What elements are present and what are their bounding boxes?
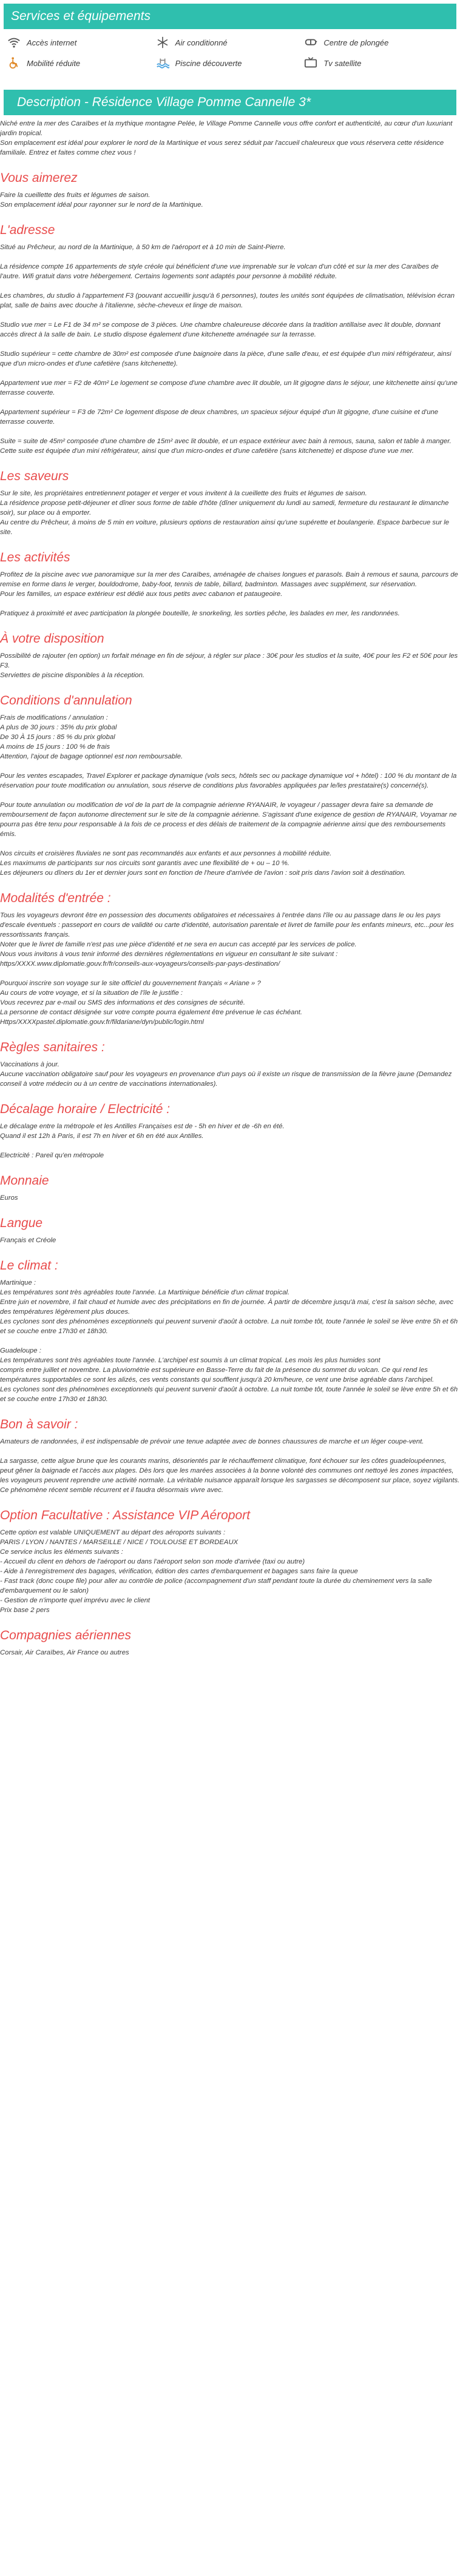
service-item-diving bbox=[304, 34, 453, 51]
service-label: Tv satellite bbox=[323, 58, 362, 68]
section-paragraph: Faire la cueillette des fruits et légumes de saison. Son emplacement idéal pour rayonner sur le nord de la Martinique. bbox=[0, 192, 203, 209]
section bbox=[0, 632, 460, 680]
section-paragraph: Frais de modifications / annulation : A plus de 30 jours : 35% du prix global De 30 À 15 jours : 85 % du prix global A moins de 15 jours : 100 % de frais Attention, l'ajout de bagage optionnel est non remboursable. bbox=[0, 714, 183, 760]
snowflake-icon bbox=[156, 36, 169, 49]
section-paragraph: Profitez de la piscine avec vue panoramique sur la mer des Caraïbes, aménagée de chaises longues et parasols. Bain à remous et sauna, parcours de remise en forme dans le verger, bouldodrome, baby-foot, tennis de table, billard, badminton. Massages avec supplément, sur réservation. Pour les familles, un espace extérieur est dédié aux tous petits avec cabanon et pataugeoire. bbox=[0, 571, 458, 598]
tv-icon bbox=[304, 56, 317, 70]
section bbox=[0, 550, 460, 618]
service-item-tv bbox=[304, 55, 453, 72]
section-paragraph: Pour toute annulation ou modification de vol de la part de la compagnie aérienne RYANAIR, le voyageur / passager devra faire sa demande de remboursement de façon autonome directement sur le site de la compagnie aérienne. S'agissant d'une exigence de gestion de RYANAIR, Voyamar ne pourra pas être tenu pour responsable à la fois de ce process et des délais de traitement de la compagnie aérienne ainsi que des remboursements émis. bbox=[0, 801, 457, 838]
section-paragraph: La résidence compte 16 appartements de style créole qui bénéficient d'une vue imprenable sur le volcan d'un côté et sur la mer des Caraïbes de l'autre. Wifi gratuit dans votre hébergement. Certains logements sont adaptés pour personne à mobilité réduite. bbox=[0, 263, 439, 280]
section-paragraph: Les chambres, du studio à l'appartement F3 (pouvant accueillir jusqu'à 6 personnes), toutes les unités sont équipées de climatisation, télévision écran plat, salle de bains avec douche à l'italienne, sèche-cheveux et linge de maison. bbox=[0, 292, 455, 309]
section-paragraph: Studio supérieur = cette chambre de 30m² est composée d'une baignoire dans la pièce, d'une salle d'eau, et est équipée d'un mini réfrigérateur, ainsi que d'un micro-ondes et d'une cafetière (sans kitchenette). bbox=[0, 350, 452, 367]
section bbox=[0, 1040, 460, 1089]
section-paragraph: Pourquoi inscrire son voyage sur le site officiel du gouvernement français « Ariane » ? Au cours de votre voyage, et si la situation de l'île le justifie : Vous recevrez par e-mail ou SMS des informations et des consignes de sécurité. La personne de contact désignée sur votre compte pourra également être prévenue le cas échéant. Https/XXXXpastel.diplomatie.gouv.fr/fildariane/dyn/public/login.html bbox=[0, 980, 303, 1026]
service-item-pool bbox=[156, 55, 305, 72]
section-paragraph: Studio vue mer = Le F1 de 34 m² se compose de 3 pièces. Une chambre chaleureuse décorée dans la tradition antillaise avec lit double, donnant accès direct à la salle de bain. Le studio dispose également d'une kitchenette aménagée sur la terrasse. bbox=[0, 321, 441, 338]
description-title: Description - Résidence Village Pomme Cannelle 3* bbox=[4, 90, 456, 115]
section-title: Compagnies aériennes bbox=[0, 1628, 131, 1642]
section bbox=[0, 1216, 460, 1245]
section-title: Les saveurs bbox=[0, 469, 69, 483]
section-paragraph: Tous les voyageurs devront être en possession des documents obligatoires et nécessaires à l'entrée dans l'île ou au passage dans le ou les pays d'escale éventuels : passeport en cours de validité ou carte d'identité, autorisation parentale et livret de famille pour les enfants mineurs, etc...pour les ressortissants français. Noter que le livret de famille n'est pas une pièce d'identité et ne sera en aucun cas accepté par les services de police. Nous vous invitons à vous tenir informé des dernières réglementations en vigueur en consultant le site suivant : https/XXXX.www.diplomatie.gouv.fr/fr/conseils-aux-voyageurs/conseils-par-pays-destination/ bbox=[0, 912, 454, 968]
section-title: Vous aimerez bbox=[0, 171, 78, 185]
section-paragraph: Situé au Prêcheur, au nord de la Martinique, à 50 km de l'aéroport et à 10 min de Saint-Pierre. bbox=[0, 244, 286, 251]
section-paragraph: Français et Créole bbox=[0, 1237, 56, 1244]
section-paragraph: Pour les ventes escapades, Travel Explorer et package dynamique (vols secs, hôtels sec ou package dynamique vol + hôtel) : 100 % du montant de la réservation pour toute modification ou annulation, sous réserve de conditions plus favorables appliquées par le/les prestataire(s) concerné(s). bbox=[0, 772, 457, 789]
section-title: Langue bbox=[0, 1216, 43, 1230]
section bbox=[0, 891, 460, 1027]
section-paragraph: Appartement vue mer = F2 de 40m² Le logement se compose d'une chambre avec lit double, un lit gigogne dans le séjour, une kitchenette ainsi qu'une terrasse couverte. bbox=[0, 380, 458, 396]
section-paragraph: Sur le site, les propriétaires entretiennent potager et verger et vous invitent à la cueillette des fruits et légumes de saison. La résidence propose petit-déjeuner et dîner sous forme de table d'hôte (dîner uniquement du lundi au samedi, fermeture du restaurant le dimanche soir), sur place ou à emporter. Au centre du Prêcheur, à moins de 5 min en voiture, plusieurs options de restauration ainsi qu'une supérette et boulangerie. Espace barbecue sur le site. bbox=[0, 490, 450, 536]
section-paragraph: Martinique : Les températures sont très agréables toute l'année. La Martinique bénéficie d'un climat tropical. Entre juin et novembre, il fait chaud et humide avec des précipitations en fin de journée. À partir de décembre jusqu'à mai, c'est la saison sèche, avec des températures légèrement plus douces. Les cyclones sont des phénomènes exceptionnels qui peuvent survenir d'août à octobre. La nuit tombe tôt, toute l'année le soleil se lève entre 5h et 6h et se couche entre 17h30 et 18h30. bbox=[0, 1279, 458, 1335]
section bbox=[0, 1417, 460, 1495]
section-title: Bon à savoir : bbox=[0, 1417, 78, 1431]
section bbox=[0, 171, 460, 210]
service-label: Centre de plongée bbox=[323, 38, 389, 47]
service-label: Piscine découverte bbox=[175, 58, 242, 68]
service-label: Accès internet bbox=[27, 38, 77, 47]
section-title: Les activités bbox=[0, 550, 70, 564]
section bbox=[0, 1628, 460, 1658]
wheelchair-icon bbox=[7, 56, 21, 70]
section-title: Option Facultative : Assistance VIP Aéroport bbox=[0, 1508, 251, 1522]
section-paragraph: Guadeloupe : Les températures sont très agréables toute l'année. L'archipel est soumis à un climat tropical. Les mois les plus humides sont compris entre juillet et novembre. La pluviométrie est supérieure en Basse-Terre du fait de la présence du sommet du volcan. Ce qui rend les températures supportables ce sont les alizés, ces vents constants qui soufflent jusqu'à 20 km/heure, ce vent une brise agréable dans l'archipel. Les cyclones sont des phénomènes exceptionnels qui peuvent survenir d'août à octobre. La nuit tombe tôt, toute l'année le soleil se lève entre 5h et 6h et se couche entre 17h30 et 18h30. bbox=[0, 1347, 458, 1403]
section-paragraph: Euros bbox=[0, 1194, 18, 1202]
wifi-icon bbox=[7, 36, 21, 49]
section-paragraph: Vaccinations à jour. Aucune vaccination obligatoire sauf pour les voyageurs en provenance d'un pays où il existe un risque de transmission de la fièvre jaune (Demandez conseil à votre médecin ou à un centre de vaccinations internationales). bbox=[0, 1061, 452, 1088]
section-paragraph: Nos circuits et croisières fluviales ne sont pas recommandés aux enfants et aux personnes à mobilité réduite. Les maximums de participants sur nos circuits sont garantis avec une flexibilité de + ou – 10 %. Les déjeuners ou dîners du 1er et dernier jours sont en fonction de l'heure d'arrivée de l'avion : soit pris dans l'avion soit à destination. bbox=[0, 850, 406, 877]
diving-icon bbox=[304, 36, 317, 49]
services-title: Services et équipements bbox=[4, 4, 456, 29]
section bbox=[0, 694, 460, 878]
section bbox=[0, 469, 460, 537]
pool-icon bbox=[156, 56, 169, 70]
section-paragraph: Electricité : Pareil qu'en métropole bbox=[0, 1152, 104, 1159]
section-title: À votre disposition bbox=[0, 632, 104, 646]
section-paragraph: Appartement supérieur = F3 de 72m² Ce logement dispose de deux chambres, un spacieux séjour équipé d'un lit gigogne, d'une cuisine et d'une terrasse couverte. bbox=[0, 409, 439, 426]
section-paragraph: La sargasse, cette algue brune que les courants marins, désorientés par le réchauffement climatique, font échouer sur les côtes guadeloupéennes, peut gêner la baignade et l'accès aux plages. Dès lors que les marées associées à la bonne volonté des communes ont nettoyé les zones impactées, les voyageurs peuvent reprendre une activité normale. La véritable nuisance apparaît lorsque les sargasses se décomposent sur place, soyez vigilants. Ce phénomène récent semble récurrent et il faudra désormais vivre avec. bbox=[0, 1457, 460, 1494]
section bbox=[0, 1174, 460, 1203]
section bbox=[0, 1102, 460, 1160]
service-item-accessibility bbox=[7, 55, 156, 72]
section-paragraph: Possibilité de rajouter (en option) un forfait ménage en fin de séjour, à régler sur place : 30€ pour les studios et la suite, 40€ pour les F2 et 50€ pour les F3. Serviettes de piscine disponibles à la réception. bbox=[0, 652, 458, 679]
section-title: Monnaie bbox=[0, 1174, 49, 1188]
section bbox=[0, 1508, 460, 1615]
section-paragraph: Pratiquez à proximité et avec participation la plongée bouteille, le snorkeling, les sorties pêche, les balades en mer, les randonnées. bbox=[0, 610, 400, 617]
section-title: Le climat : bbox=[0, 1259, 58, 1273]
section-paragraph: Cette option est valable UNIQUEMENT au départ des aéroports suivants : PARIS / LYON / NANTES / MARSEILLE / NICE / TOULOUSE ET BORDEAUX Ce service inclus les éléments suivants : - Accueil du client en dehors de l'aéroport ou dans l'aéroport selon son mode d'arrivée (taxi ou autre) - Aide à l'enregistrement des bagages, vérification, édition des cartes d'embarquement et bagages sans faire la queue - Fast track (donc coupe file) pour aller au contrôle de police (accompagnement d'un staff pendant toute la durée du cheminement vers la salle d'embarquement ou le salon) - Gestion de n'importe quel imprévu avec le client Prix base 2 pers bbox=[0, 1529, 432, 1614]
section-paragraph: Amateurs de randonnées, il est indispensable de prévoir une tenue adaptée avec de bonnes chaussures de marche et un léger coupe-vent. bbox=[0, 1438, 424, 1445]
section-title: L'adresse bbox=[0, 223, 55, 237]
service-label: Air conditionné bbox=[175, 38, 228, 47]
services-list bbox=[0, 33, 460, 76]
description-intro: Niché entre la mer des Caraïbes et la mythique montagne Pelée, le Village Pomme Cannelle vous offre confort et authenticité, au cœur d'un luxuriant jardin tropical. Son emplacement est idéal pour explorer le nord de la Martinique et vous serez séduit par l'accueil chaleureux que vous réservera cette résidence familiale. Entrez et faites comme chez vous ! bbox=[0, 120, 453, 156]
sections-container bbox=[0, 171, 460, 1658]
section bbox=[0, 223, 460, 456]
section-title: Règles sanitaires : bbox=[0, 1040, 105, 1054]
section-title: Décalage horaire / Electricité : bbox=[0, 1102, 171, 1116]
section-paragraph: Corsair, Air Caraïbes, Air France ou autres bbox=[0, 1649, 129, 1656]
section-paragraph: Le décalage entre la métropole et les Antilles Françaises est de - 5h en hiver et de -6h en été. Quand il est 12h à Paris, il est 7h en hiver et 6h en été aux Antilles. bbox=[0, 1123, 285, 1140]
section-title: Modalités d'entrée : bbox=[0, 891, 111, 905]
service-item-internet bbox=[7, 34, 156, 51]
service-item-ac bbox=[156, 34, 305, 51]
section bbox=[0, 1259, 460, 1404]
service-label: Mobilité réduite bbox=[27, 58, 81, 68]
section-paragraph: Suite = suite de 45m² composée d'une chambre de 15m² avec lit double, et un espace extérieur avec bain à remous, sauna, salon et table à manger. Cette suite est équipée d'un mini réfrigérateur, ainsi que d'un micro-ondes et d'une cafetière (sans kitchenette) et dispose d'une vue mer. bbox=[0, 438, 452, 455]
section-title: Conditions d'annulation bbox=[0, 694, 132, 708]
